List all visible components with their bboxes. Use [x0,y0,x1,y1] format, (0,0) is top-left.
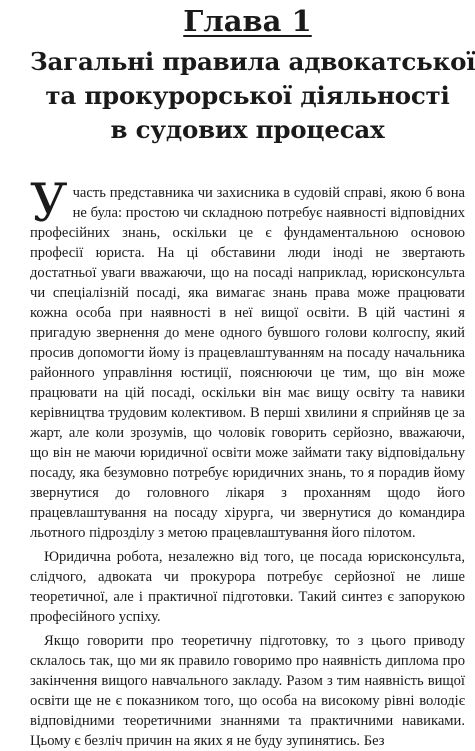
chapter-title-line-2: та прокурорської діяльності [45,81,450,110]
paragraph-2: Юридична робота, незалежно від того, це посада юрисконсульта, слідчого, адвоката чи прокурора потребує серйозної не лише теоретичної, але і практичної підготовки. Такий синтез є запорукою професійного успіху. [30,549,465,625]
paragraph-1-text: часть представника чи захисника в судовій справі, якою б вона не була: простою чи складною потребує наявності відповідних професійних знань, оскільки це є фундаментальною основою професії юриста. На ці обставини люди іноді не звертають достатньої уваги вважаючи, що на посаді наприклад, юрисконсульта чи спеціалізній посаді, яка вимагає знань права може працювати кожна особа при наявності в неї вищої освіти. В цій частині я пригадую звернення до мене одного бувшого голови колгоспу, який просив допомогти йому із працевлаштуванням на посаду начальника районного управління юстиції, пояснюючи це тим, що він може працювати на цій посаді, оскільки він має вищу освіту та навики керівництва трудовим колективом. В перші хвилини я сприйняв це за жарт, але коли зрозумів, що чоловік говорить серйозно, вважаючи, що він не маючи юридичної освіти може займати таку відповідальну посаду, яка безумовно потребує юридичних знань, то я порадив йому звернутися до головного лікаря з проханням щодо його працевлаштування на посаду хірурга, чи звернутися до командира льотного підрозділу з метою працевлаштування його пілотом. [30,185,465,541]
chapter-heading [30,0,465,39]
paragraph-1 [30,174,465,543]
chapter-number: Глава 1 [183,4,312,38]
paragraph-3: Якщо говорити про теоретичну підготовку, то з цього приводу склалось так, що ми як правило говоримо про наявність диплома про закінчення вищого навчального закладу. Разом з тим наявність вищої освіти ще не є показником того, що особа на високому рівні володіє відповідними теоретичними знаннями та практичними навиками. Цьому є безліч причин на яких я не буду зупинятись. Без [30,633,465,749]
drop-cap: У [30,174,68,234]
body-text [30,174,465,751]
chapter-title-line-3: в судових процесах [110,115,385,144]
chapter-title [30,45,475,147]
chapter-title-line-1: Загальні правила адвокатської [30,47,475,76]
